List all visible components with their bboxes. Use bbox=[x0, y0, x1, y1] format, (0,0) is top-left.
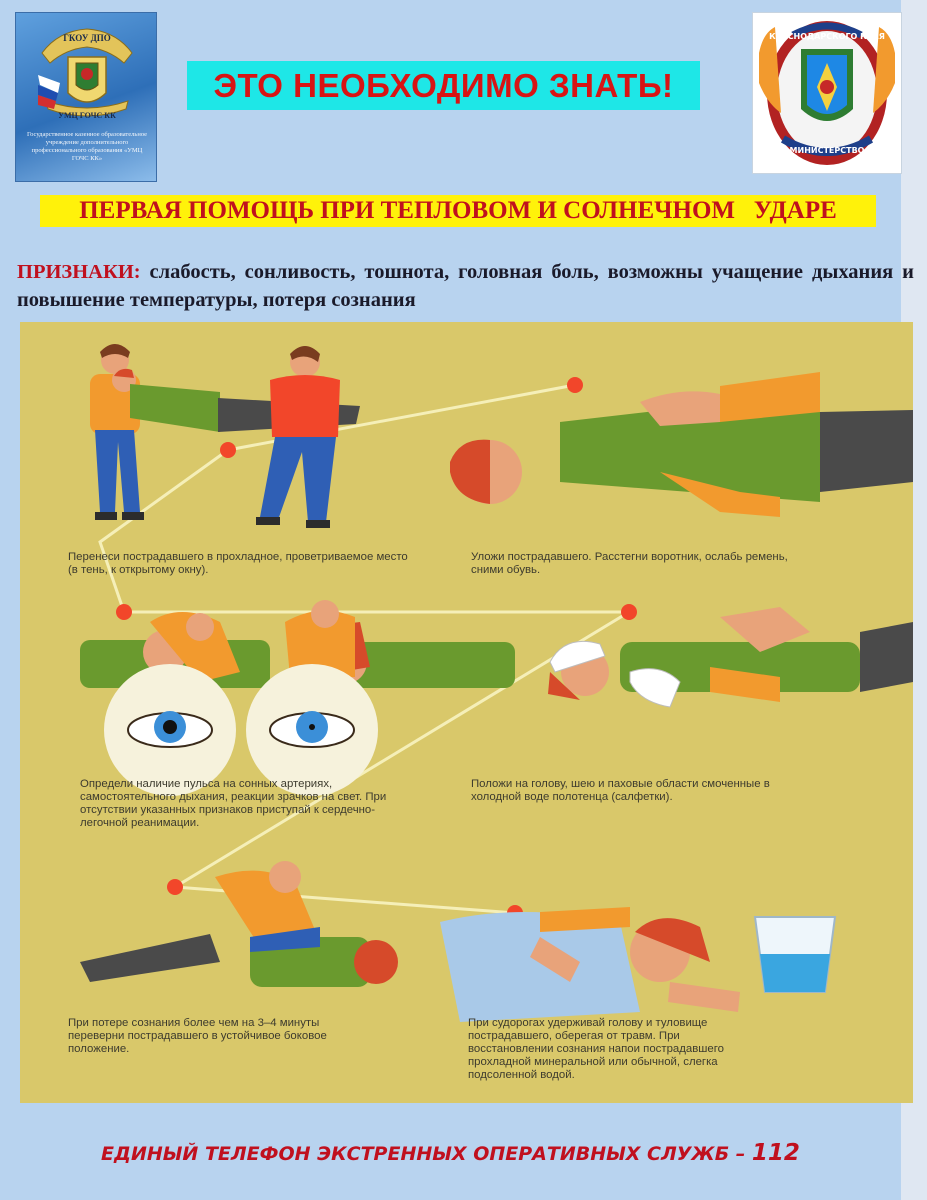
symptoms-paragraph bbox=[17, 258, 914, 314]
infographic-illustrations bbox=[20, 322, 913, 1103]
emergency-phone-text: ЕДИНЫЙ ТЕЛЕФОН ЭКСТРЕННЫХ ОПЕРАТИВНЫХ СЛУЖБ – bbox=[101, 1143, 746, 1165]
ministry-shield-icon bbox=[753, 13, 901, 173]
step-dot-2 bbox=[567, 377, 583, 393]
seizure-care-illustration bbox=[440, 907, 835, 1022]
first-aid-infographic bbox=[20, 322, 913, 1103]
step-2-caption: Уложи пострадавшего. Расстегни воротник, ослабь ремень, сними обувь. bbox=[471, 551, 788, 576]
cold-towels-illustration bbox=[548, 607, 913, 707]
page-title: ЭТО НЕОБХОДИМО ЗНАТЬ! bbox=[213, 66, 674, 104]
title-banner bbox=[187, 61, 700, 110]
step-dot-5 bbox=[167, 879, 183, 895]
step-dot-4 bbox=[621, 604, 637, 620]
step-dot-1 bbox=[220, 442, 236, 458]
emergency-phone-footer bbox=[0, 1140, 901, 1166]
ministry-emblem bbox=[752, 12, 902, 174]
carry-victim-illustration bbox=[90, 344, 360, 528]
logo-caption-top: ГКОУ ДПО bbox=[63, 33, 111, 43]
subtitle-banner bbox=[40, 195, 876, 227]
step-5-caption: При потере сознания более чем на 3–4 минуты переверни пострадавшего в устойчивое боковое положение. bbox=[68, 1017, 327, 1055]
symptoms-label: ПРИЗНАКИ: bbox=[17, 261, 141, 283]
loosen-collar-illustration bbox=[450, 372, 913, 517]
emergency-phone-number: 112 bbox=[751, 1140, 800, 1166]
step-6-caption: При судорогах удерживай голову и туловище пострадавшего, оберегая от травм. При восстановлении сознания напои пострадавшего прохладной минеральной или обычной, слегка подсоленной водой. bbox=[468, 1017, 724, 1081]
step-1-caption: Перенеси пострадавшего в прохладное, проветриваемое место (в тень, к открытому окну). bbox=[68, 551, 408, 576]
umc-gochs-logo bbox=[15, 12, 157, 182]
page-subtitle: ПЕРВАЯ ПОМОЩЬ ПРИ ТЕПЛОВОМ И СОЛНЕЧНОМ УДАРЕ bbox=[79, 197, 837, 224]
emblem-text-top: КРАСНОДАРСКОГО КРАЯ bbox=[769, 32, 885, 41]
step-4-caption: Положи на голову, шею и паховые области смоченные в холодной воде полотенца (салфетки). bbox=[471, 778, 770, 803]
logo-description: Государственное казенное образовательное учреждение дополнительного профессионального образования «УМЦ ГОЧС КК» bbox=[26, 131, 148, 162]
step-dot-3 bbox=[116, 604, 132, 620]
logo-caption-bottom: УМЦ ГОЧС КК bbox=[58, 111, 116, 120]
step-3-caption: Определи наличие пульса на сонных артериях, самостоятельного дыхания, реакции зрачков на свет. При отсутствии указанных признаков приступай к сердечно-легочной реанимации. bbox=[80, 778, 387, 829]
recovery-position-illustration bbox=[80, 861, 398, 987]
emblem-text-bottom: МИНИСТЕРСТВО bbox=[789, 146, 865, 155]
symptoms-text: слабость, сонливость, тошнота, головная боль, возможны учащение дыхания и повышение температуры, потеря сознания bbox=[17, 261, 914, 311]
